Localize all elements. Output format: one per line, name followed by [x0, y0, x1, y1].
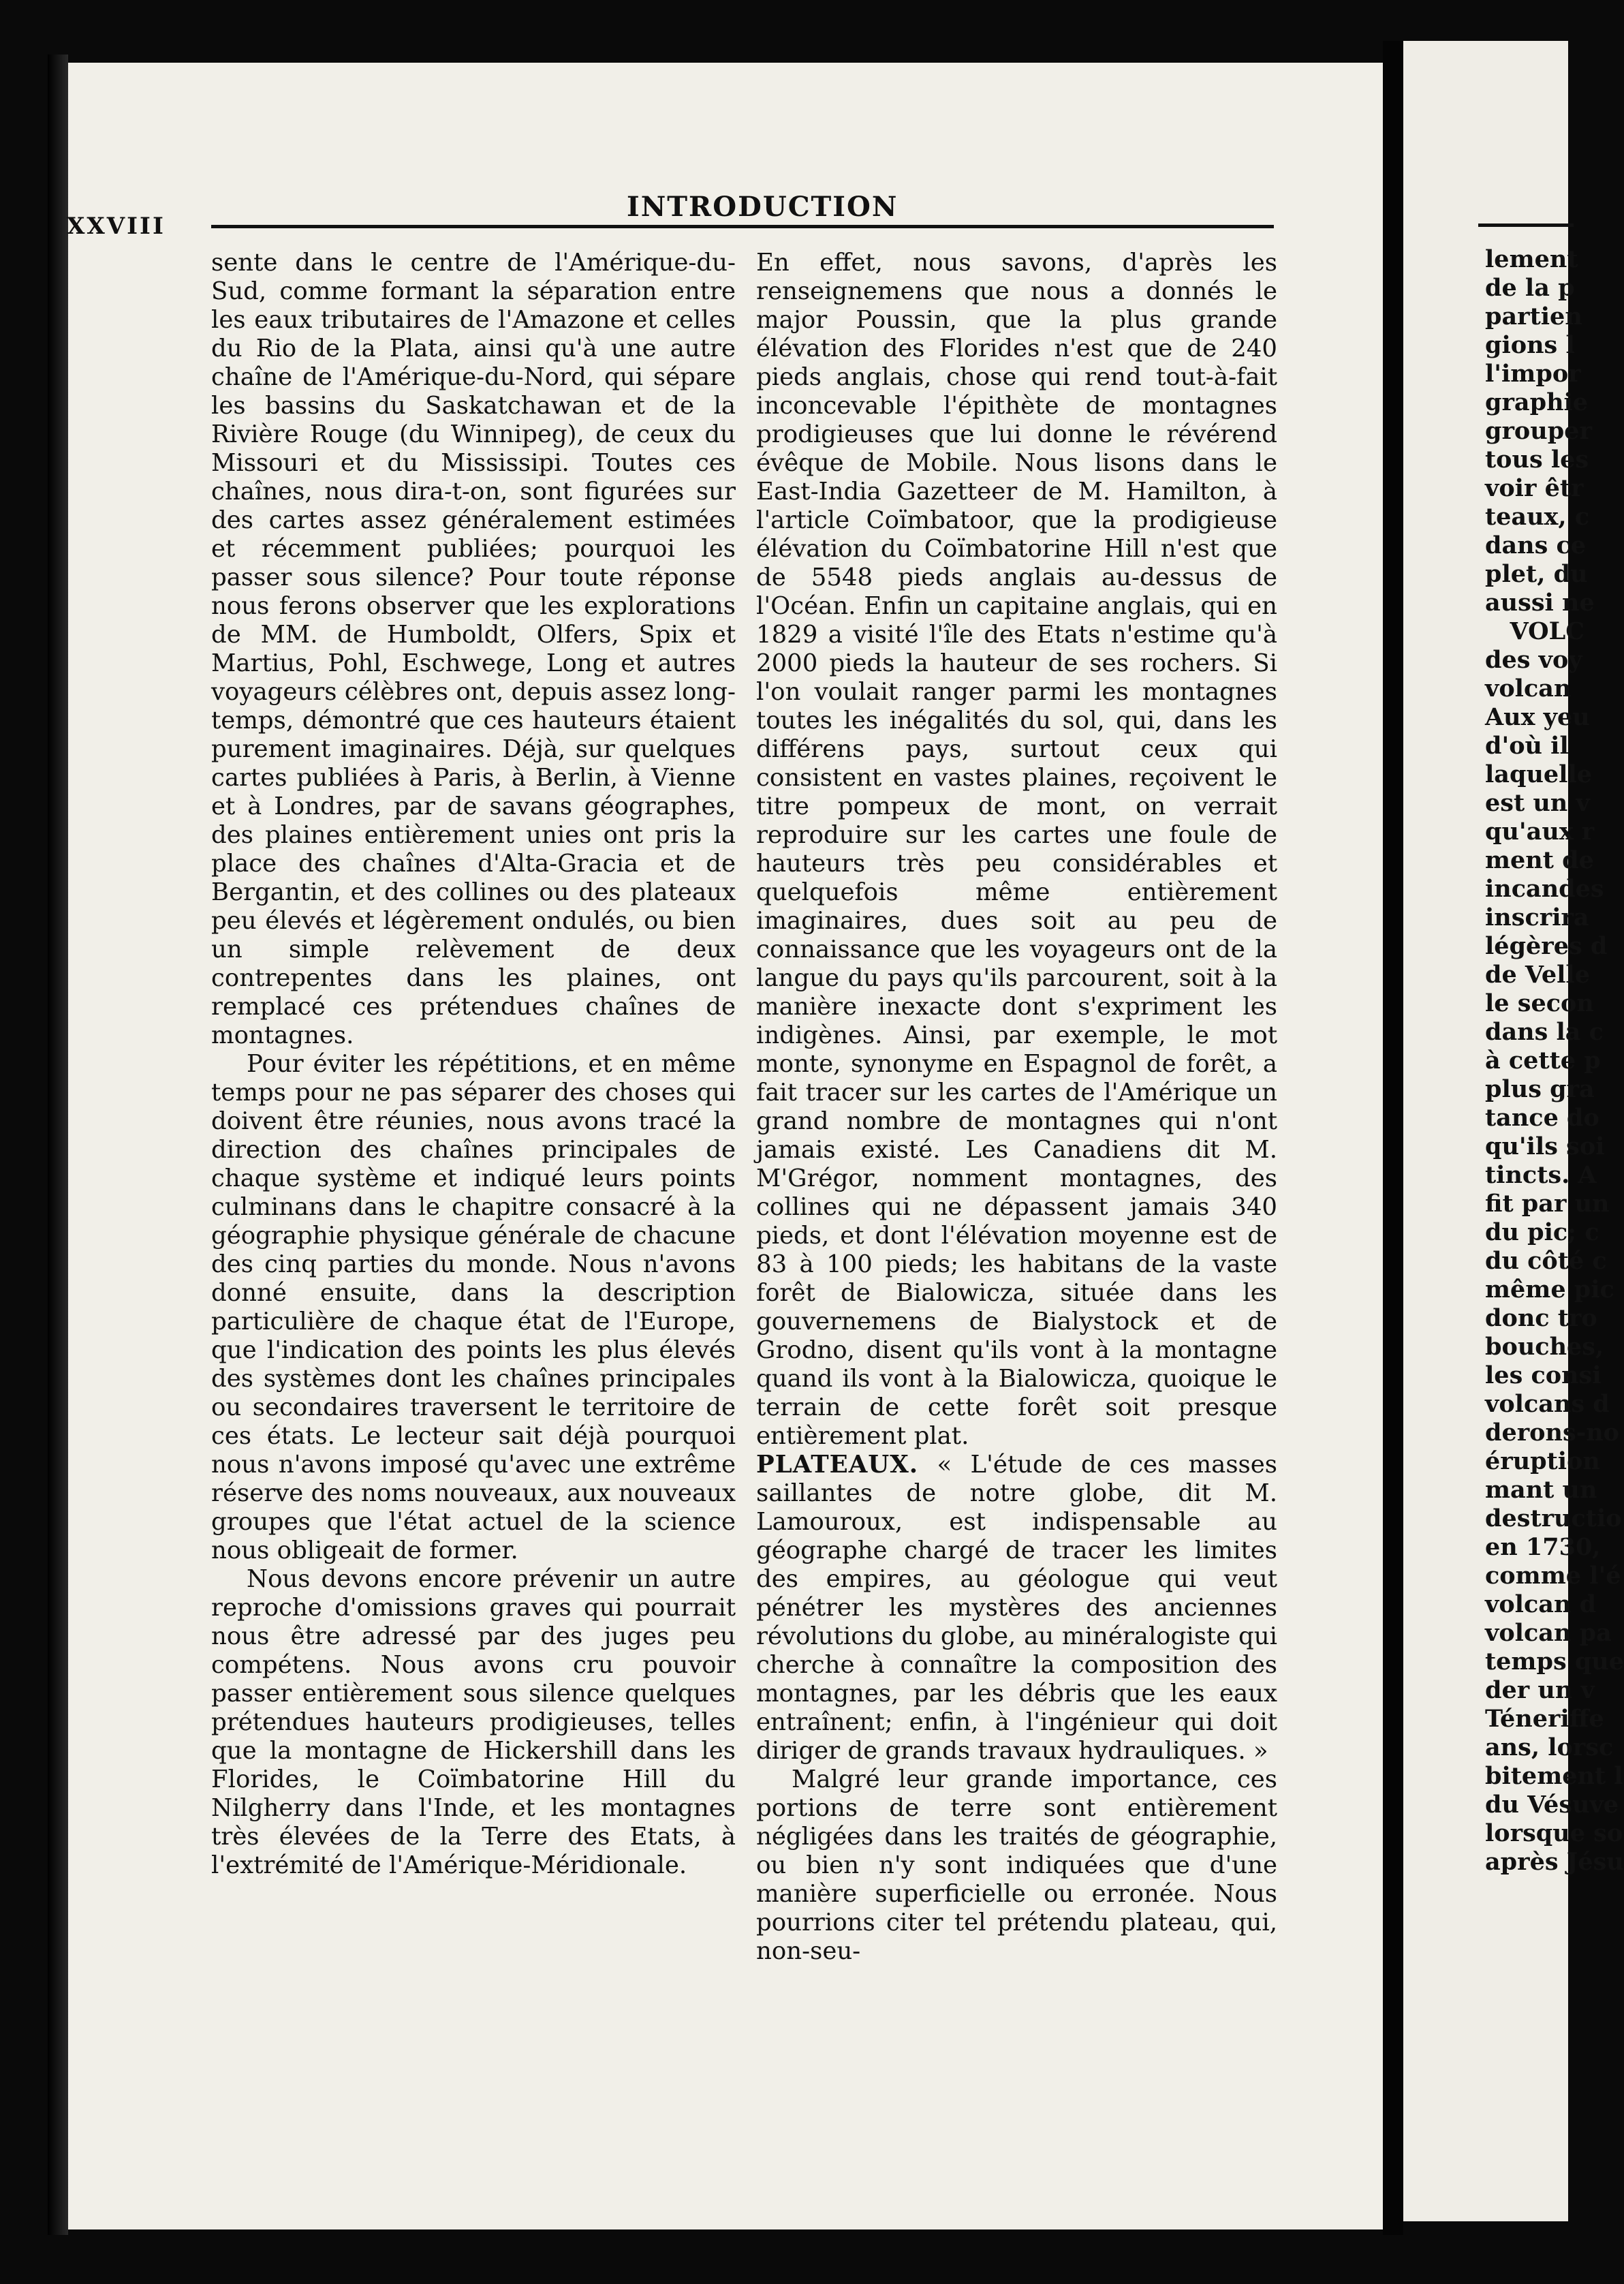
right-paragraph-2	[756, 1451, 1277, 1765]
right-paragraph-1: En effet, nous savons, d'après les renseignemens que nous a donnés le major Poussin, que la plus grande élévation des Florides n'est que de 240 pieds anglais, chose qui rend tout-à-fait inconcevable l'épithète de montagnes prodigieuses que lui donne le révérend évêque de Mobile. Nous lisons dans le East-India Gazetteer de M. Hamilton, à l'article Coïmbatoor, que la prodigieuse élévation du Coïmbatorine Hill n'est que de 5548 pieds anglais au-dessus de l'Océan. Enfin un capitaine anglais, qui en 1829 a visité l'île des Etats n'estime qu'à 2000 pieds la hauteur de ses rochers. Si l'on voulait ranger parmi les montagnes toutes les inégalités du sol, qui, dans les différens pays, surtout ceux qui consistent en vastes plaines, reçoivent le titre pompeux de mont, on verrait reproduire sur les cartes une foule de hauteurs très peu considérables et quelquefois même entièrement imaginaires, dues soit au peu de connaissance que les voyageurs ont de la langue du pays qu'ils parcourent, soit à la manière inexacte dont s'expriment les indigènes. Ainsi, par exemple, le mot monte, synonyme en Espagnol de forêt, a fait tracer sur les cartes de l'Amérique un grand nombre de montagnes qui n'ont jamais existé. Les Canadiens dit M. M'Grégor, nomment montagnes, des collines qui ne dépassent jamais 340 pieds, et dont l'élévation moyenne est de 83 à 100 pieds; les habitans de la vaste forêt de Bialowicza, située dans les gouvernemens de Bialystock et de Grodno, disent qu'ils vont à la montagne quand ils vont à la Bialowicza, quoique le terrain de cette forêt soit presque entièrement plat.	[756, 249, 1277, 1450]
next-page-text-lines: lement de la p partien gions l l'impor graphie grouper tous les voir êtr teaux, c dans ce plet, du aussi ne VOLC des voy volcan Aux yeu d'où il laquelle est un v qu'aux r ment de incandes inscrira légères d de Velle le secon dans la c à cette p plus gra tance do qu'ils soi tincts. A fit par un du pic; c du côté c même pic donc tro bouches, les consi volcans d derons-no éruption mant un destructio en 1730, comme l'é volcan d volcan pa temps que der un v Téneriffe ans, lorsc bitement l du Vésuve lorsque so après Jésu	[1485, 245, 1624, 1876]
plateaux-quote: « L'étude de ces masses saillantes de notre globe, dit M. Lamouroux, est indispensable au géographe chargé de tracer les limites des empires, au géologue qui veut pénétrer les mystères des anciennes révolutions du globe, au minéralogiste qui cherche à connaître la composition des montagnes, par les débris que les eaux entraînent; enfin, à l'ingénieur qui doit diriger de grands travaux hydrauliques. »	[756, 1451, 1277, 1765]
running-header-title: INTRODUCTION	[627, 191, 899, 223]
next-page-fragment	[1403, 41, 1624, 2221]
page-folio-number: XXVIII	[67, 213, 166, 240]
plateaux-section-label: PLATEAUX.	[756, 1451, 919, 1479]
next-page-header-rule	[1478, 223, 1574, 227]
gutter-shadow	[1383, 41, 1403, 2235]
right-paragraph-3: Malgré leur grande importance, ces portions de terre sont entièrement négligées dans les traités de géographie, ou bien n'y sont indiquées que d'une manière superficielle ou erronée. Nous pourrions citer tel prétendu plateau, qui, non-seu-	[756, 1765, 1277, 1965]
header-rule	[211, 225, 1274, 228]
left-text-column	[211, 249, 736, 1880]
left-paragraph-3: Nous devons encore prévenir un autre reproche d'omissions graves qui pourrait nous être adressé par des juges peu compétens. Nous avons cru pouvoir passer entièrement sous silence quelques prétendues hauteurs prodigieuses, telles que la montagne de Hickershill dans les Florides, le Coïmbatorine Hill du Nilgherry dans l'Inde, et les montagnes très élevées de la Terre des Etats, à l'extrémité de l'Amérique-Méridionale.	[211, 1565, 736, 1879]
left-paragraph-2: Pour éviter les répétitions, et en même temps pour ne pas séparer des choses qui doivent être réunies, nous avons tracé la direction des chaînes principales de chaque système et indiqué leurs points culminans dans le chapitre consacré à la géographie physique générale de chacune des cinq parties du monde. Nous n'avons donné ensuite, dans la description particulière de chaque état de l'Europe, que l'indication des points les plus élevés des systèmes dont les chaînes principales ou secondaires traversent le territoire de ces états. Le lecteur sait déjà pourquoi nous n'avons imposé qu'avec une extrême réserve des noms nouveaux, aux nouveaux groupes que l'état actuel de la science nous obligeait de former.	[211, 1050, 736, 1564]
left-paragraph-1: sente dans le centre de l'Amérique-du-Sud, comme formant la séparation entre les eaux tributaires de l'Amazone et celles du Rio de la Plata, ainsi qu'à une autre chaîne de l'Amérique-du-Nord, qui sépare les bassins du Saskatchawan et de la Rivière Rouge (du Winnipeg), de ceux du Missouri et du Mississipi. Toutes ces chaînes, nous dira-t-on, sont figurées sur des cartes assez généralement estimées et récemment publiées; pourquoi les passer sous silence? Pour toute réponse nous ferons observer que les explorations de MM. de Humboldt, Olfers, Spix et Martius, Pohl, Eschwege, Long et autres voyageurs célèbres ont, depuis assez long-temps, démontré que ces hauteurs étaient purement imaginaires. Déjà, sur quelques cartes publiées à Paris, à Berlin, à Vienne et à Londres, par de savans géographes, des plaines entièrement unies ont pris la place des chaînes d'Alta-Gracia et de Bergantin, et des collines ou des plateaux peu élevés et légèrement ondulés, ou bien un simple relèvement de deux contrepentes dans les plaines, ont remplacé ces prétendues chaînes de montagnes.	[211, 249, 736, 1049]
right-text-column	[756, 249, 1277, 1966]
page-edge-shadow	[48, 55, 68, 2235]
